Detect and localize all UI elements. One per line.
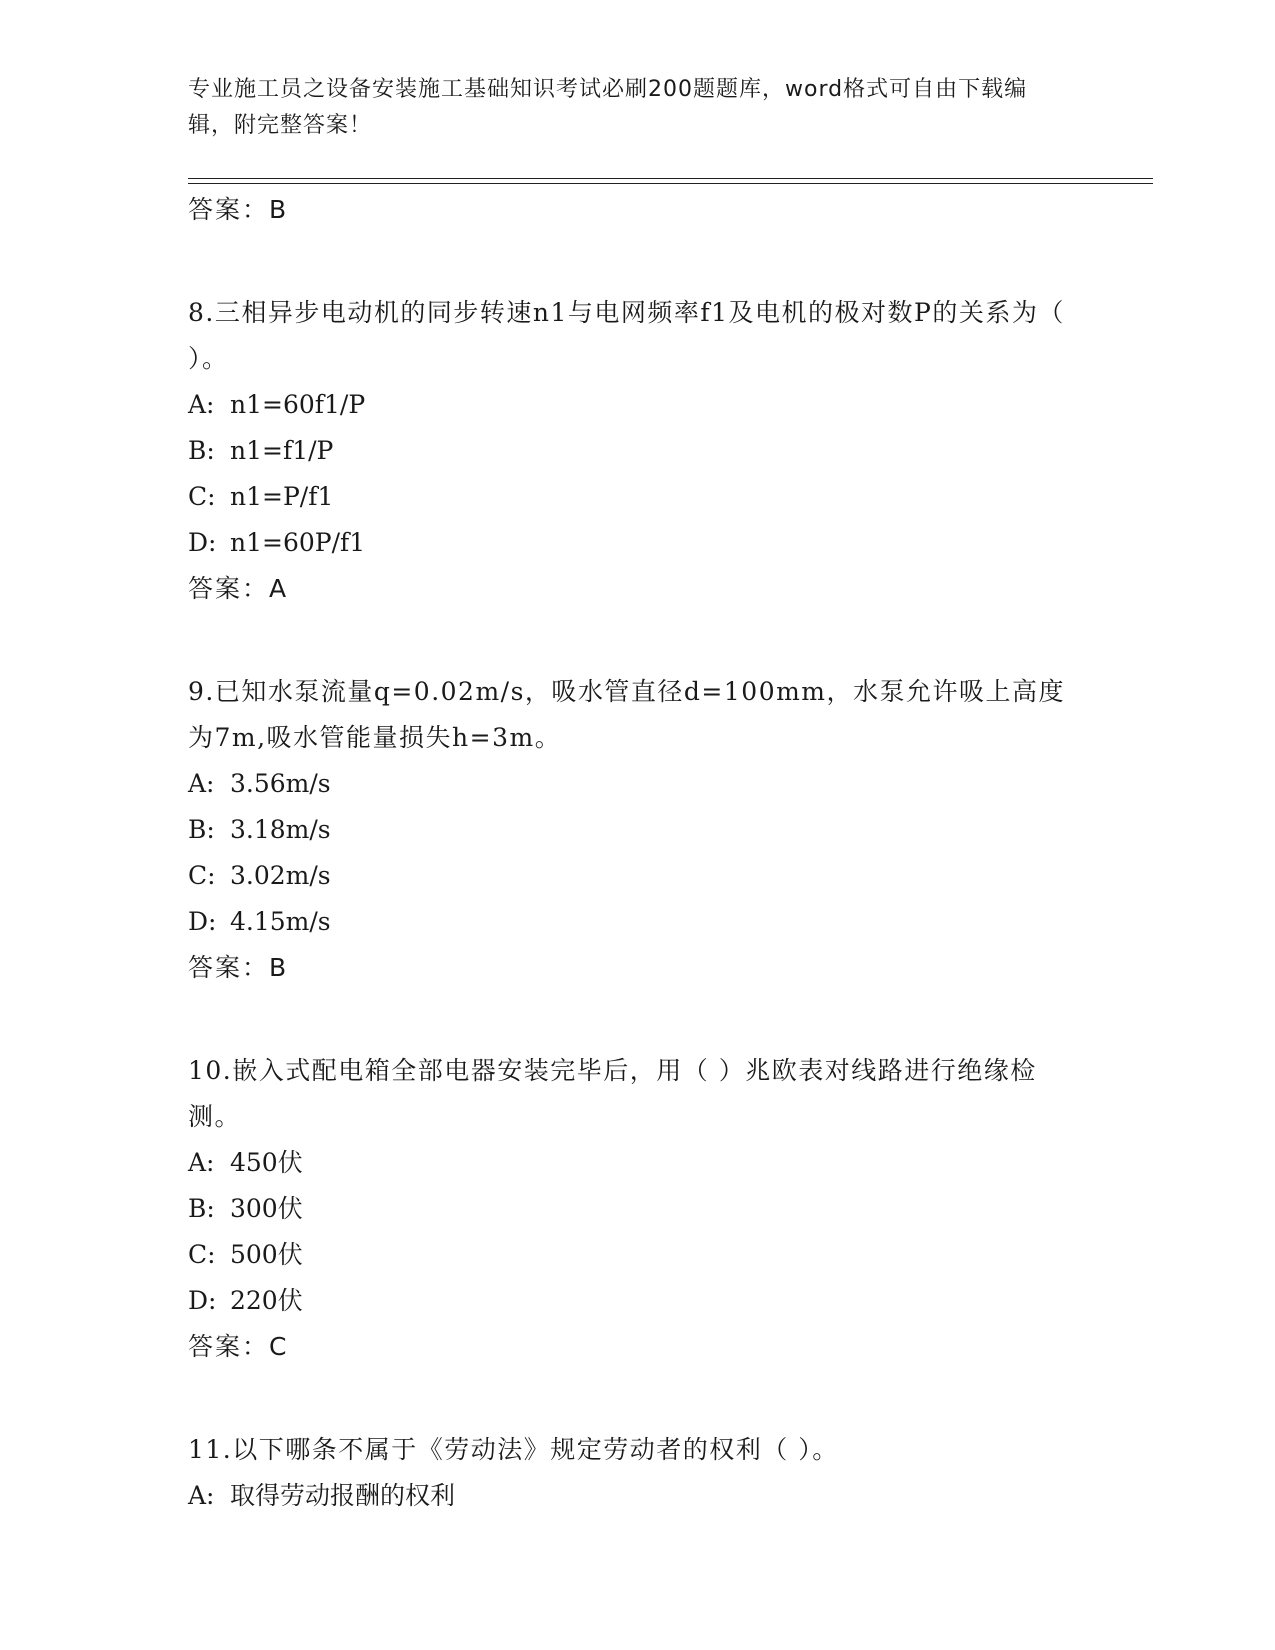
option-letter: D: [188, 907, 217, 936]
option-text: 3.56m/s [230, 769, 331, 798]
spacer [188, 991, 1088, 1048]
question-text: 11.以下哪条不属于《劳动法》规定劳动者的权利（ ）。 [188, 1435, 839, 1464]
option-letter: B: [188, 436, 215, 465]
answer-option [188, 1473, 1088, 1519]
answer-option [188, 1232, 1088, 1278]
option-letter: B: [188, 815, 215, 844]
option-letter: D: [188, 1286, 217, 1315]
answer-option [188, 428, 1088, 474]
header-divider [188, 178, 1153, 179]
answer-label: 答案： [188, 574, 270, 603]
option-text: n1=60P/f1 [230, 528, 366, 557]
answer-label: 答案： [188, 1332, 270, 1361]
answer-line [188, 1324, 1088, 1370]
answer-option [188, 1186, 1088, 1232]
answer-option [188, 520, 1088, 566]
option-letter: A: [188, 390, 215, 419]
spacer [188, 1370, 1088, 1427]
question-text: 9.已知水泵流量q=0.02m/s，吸水管直径d=100mm，水泵允许吸上高度为7m,吸水管能量损失h=3m。 [188, 677, 1066, 752]
option-text: n1=60f1/P [230, 390, 366, 419]
answer-label: 答案： [188, 953, 270, 982]
answer-option [188, 474, 1088, 520]
answer-label: 答案： [188, 195, 270, 224]
spacer [188, 233, 1088, 290]
answer-option [188, 899, 1088, 945]
option-text: 3.18m/s [230, 815, 331, 844]
option-text: 450伏 [230, 1148, 303, 1177]
option-letter: C: [188, 861, 216, 890]
answer-value: C [269, 1332, 287, 1361]
answer-value: A [269, 574, 287, 603]
answer-option [188, 807, 1088, 853]
option-letter: C: [188, 1240, 216, 1269]
page-header: 专业施工员之设备安装施工基础知识考试必刷200题题库，word格式可自由下载编辑，附完整答案！ [188, 77, 1028, 138]
answer-value: B [269, 953, 287, 982]
answer-line [188, 187, 1088, 233]
answer-line [188, 945, 1088, 991]
answer-option [188, 761, 1088, 807]
option-text: 4.15m/s [230, 907, 331, 936]
option-text: 500伏 [230, 1240, 303, 1269]
option-letter: C: [188, 482, 216, 511]
answer-option [188, 853, 1088, 899]
option-text: 3.02m/s [230, 861, 331, 890]
option-letter: A: [188, 769, 215, 798]
option-letter: A: [188, 1148, 215, 1177]
spacer [188, 612, 1088, 669]
option-text: n1=P/f1 [230, 482, 334, 511]
option-text: 300伏 [230, 1194, 303, 1223]
option-letter: D: [188, 528, 217, 557]
option-text: n1=f1/P [230, 436, 334, 465]
answer-value: B [269, 195, 287, 224]
answer-option [188, 1278, 1088, 1324]
header-divider-second [188, 183, 1153, 184]
option-letter: A: [188, 1481, 215, 1510]
answer-option [188, 1140, 1088, 1186]
option-text: 220伏 [230, 1286, 303, 1315]
option-text: 取得劳动报酬的权利 [230, 1481, 456, 1510]
document-body [188, 187, 1088, 1519]
answer-line [188, 566, 1088, 612]
answer-option [188, 382, 1088, 428]
question-text: 10.嵌入式配电箱全部电器安装完毕后，用（ ）兆欧表对线路进行绝缘检测。 [188, 1056, 1037, 1131]
question-text: 8.三相异步电动机的同步转速n1与电网频率f1及电机的极对数P的关系为（ ）。 [188, 298, 1065, 373]
option-letter: B: [188, 1194, 215, 1223]
